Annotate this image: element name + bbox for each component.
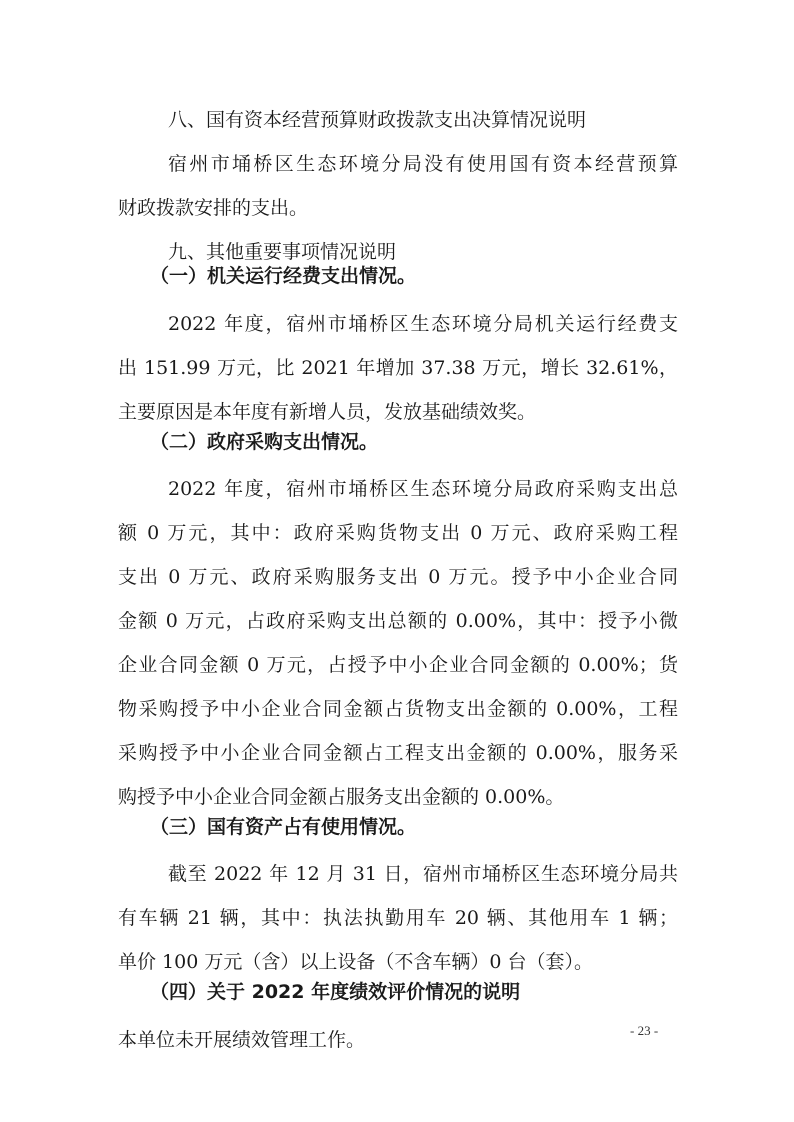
section-8-title: 八、国有资本经营预算财政拨款支出决算情况说明 [168,109,587,131]
para-2-line-4: 金额 0 万元，占政府采购支出总额的 0.00%，其中：授予小微 [118,610,678,632]
para-2-line-3: 支出 0 万元、政府采购服务支出 0 万元。授予中小企业合同 [118,566,678,588]
para-2-line-5: 企业合同金额 0 万元，占授予中小企业合同金额的 0.00%；货 [118,654,678,676]
para-2-line-2: 额 0 万元，其中：政府采购货物支出 0 万元、政府采购工程 [118,522,678,544]
subheading-4: （四）关于 2022 年度绩效评价情况的说明 [150,981,521,1003]
para-1-line-1: 2022 年度，宿州市埇桥区生态环境分局机关运行经费支 [168,313,678,335]
para-4-line-1: 本单位未开展绩效管理工作。 [118,1029,366,1051]
para-3-line-3: 单价 100 万元（含）以上设备（不含车辆）0 台（套）。 [118,951,593,973]
page-number: - 23 - [630,1023,659,1038]
para-3-line-1: 截至 2022 年 12 月 31 日，宿州市埇桥区生态环境分局共 [168,863,678,885]
section-8-body-line-1: 宿州市埇桥区生态环境分局没有使用国有资本经营预算 [168,153,678,175]
para-1-line-3: 主要原因是本年度有新增人员，发放基础绩效奖。 [118,401,537,423]
subheading-3: （三）国有资产占有使用情况。 [150,816,417,838]
para-2-line-7: 采购授予中小企业合同金额占工程支出金额的 0.00%，服务采 [118,742,678,764]
subheading-1: （一）机关运行经费支出情况。 [150,265,417,287]
para-3-line-2: 有车辆 21 辆，其中：执法执勤用车 20 辆、其他用车 1 辆； [118,907,678,929]
para-2-line-6: 物采购授予中小企业合同金额占货物支出金额的 0.00%，工程 [118,698,678,720]
para-2-line-1: 2022 年度，宿州市埇桥区生态环境分局政府采购支出总 [168,478,678,500]
section-8-body-line-2: 财政拨款安排的支出。 [118,197,309,219]
para-1-line-2: 出 151.99 万元，比 2021 年增加 37.38 万元，增长 32.61%， [118,357,678,379]
section-9-title: 九、其他重要事项情况说明 [168,241,397,263]
para-2-line-8: 购授予中小企业合同金额占服务支出金额的 0.00%。 [118,786,565,808]
subheading-2: （二）政府采购支出情况。 [150,431,379,453]
